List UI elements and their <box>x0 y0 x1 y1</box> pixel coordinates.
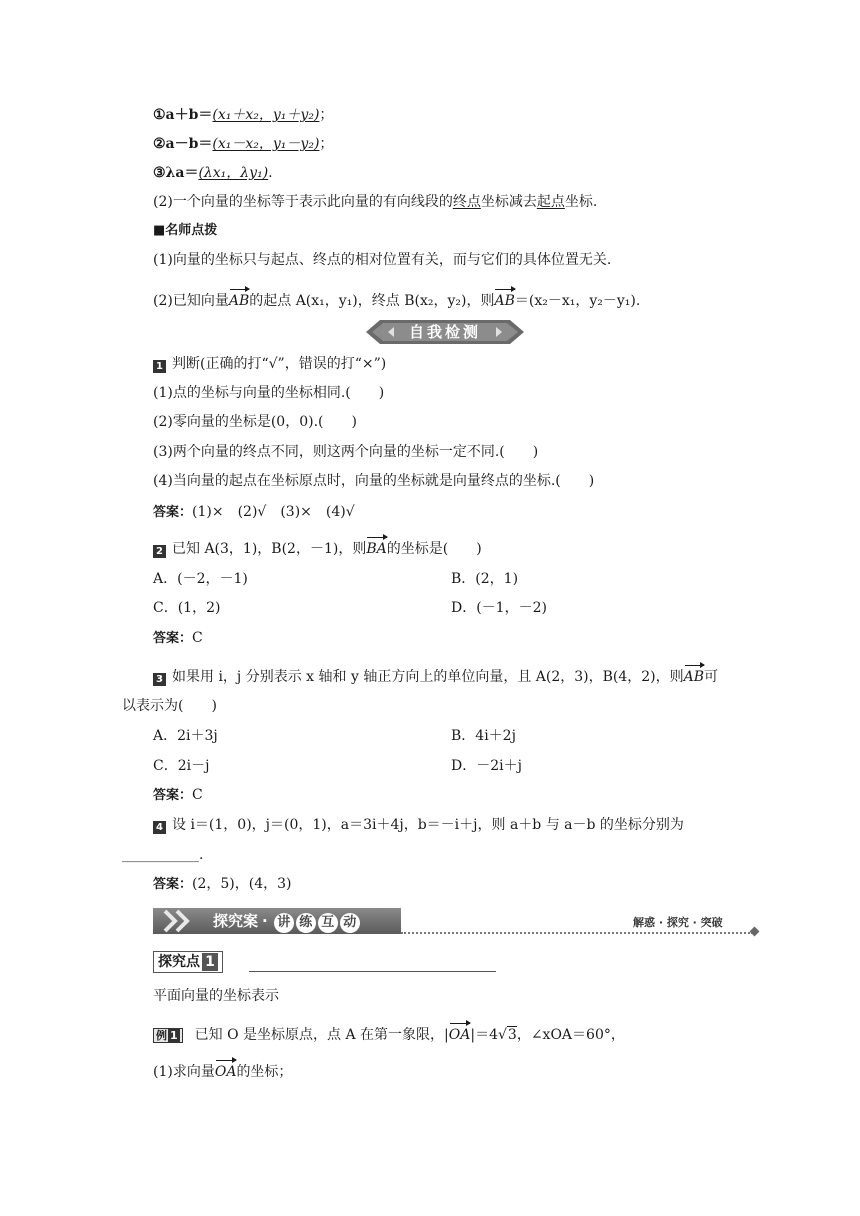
rule-2: (2)一个向量的坐标等于表示此向量的有向线段的终点坐标减去起点坐标. <box>153 194 598 210</box>
sqrt-symbol: √ <box>497 1027 507 1043</box>
banner-title: 自我检测 <box>408 323 481 341</box>
q1-stem: 1 判断(正确的打“√”，错误的打“×”) <box>153 354 386 374</box>
tips-line-2: (2)已知向量AB的起点 A(x₁，y₁)，终点 B(x₂，y₂)，则AB＝(x₂－x₁，y₂－y₁). <box>153 293 641 309</box>
op-add: ①a＋b＝(x₁＋x₂，y₁＋y₂)； <box>153 107 334 123</box>
q3-answer: 答案：C <box>153 787 203 803</box>
example-tag: 例 1 <box>153 1028 183 1043</box>
q3-stem: 3 如果用 i，j 分别表示 x 轴和 y 轴正方向上的单位向量，且 A(2，3)，B(4，2)，则AB可 <box>153 667 718 687</box>
q2-option-c: C．(1，2) <box>153 600 221 616</box>
q3-option-d: D．－2i＋j <box>451 758 522 774</box>
q4-number-badge: 4 <box>153 821 166 834</box>
q3-option-b: B．4i＋2j <box>451 728 516 744</box>
vector-oa: OA <box>448 1027 471 1043</box>
point-header <box>153 951 496 973</box>
vector-ba: BA <box>366 541 387 557</box>
q1-answer: 答案：(1)× (2)√ (3)× (4)√ <box>153 504 355 520</box>
tips-line-1: (1)向量的坐标只与起点、终点的相对位置有关，而与它们的具体位置无关. <box>153 252 612 268</box>
diamond-icon <box>750 927 760 937</box>
vector-ab: AB <box>683 669 705 685</box>
q3-option-a: A．2i＋3j <box>153 728 218 744</box>
tips-title: ■名师点拨 <box>153 223 218 238</box>
q3-option-c: C．2i－j <box>153 758 210 774</box>
q3-number-badge: 3 <box>153 673 166 686</box>
q1-item: (4)当向量的起点在坐标原点时，向量的坐标就是向量终点的坐标.( ) <box>153 473 595 489</box>
vector-oa: OA <box>214 1064 237 1080</box>
point-topic: 平面向量的坐标表示 <box>153 988 279 1004</box>
q2-stem: 2 已知 A(3，1)，B(2，－1)，则BA的坐标是( ) <box>153 539 482 559</box>
q2-answer: 答案：C <box>153 630 203 646</box>
op-mul: ③λa＝(λx₁，λy₁). <box>153 165 273 181</box>
example-1: 例 1 已知 O 是坐标原点，点 A 在第一象限，|OA|＝4√3，∠xOA＝60°， <box>153 1025 625 1045</box>
point-underline <box>249 971 496 972</box>
q4-answer: 答案：(2，5)，(4，3) <box>153 876 292 892</box>
q1-number-badge: 1 <box>153 360 166 373</box>
q1-item: (3)两个向量的终点不同，则这两个向量的坐标一定不同.( ) <box>153 444 539 460</box>
q3-stem-cont: 以表示为( ) <box>122 698 217 714</box>
double-chevron-icon <box>161 909 201 933</box>
q4-blank: ___________. <box>122 847 204 863</box>
vector-ab: AB <box>494 293 515 309</box>
q1-item: (2)零向量的坐标是(0，0).( ) <box>153 414 357 430</box>
section-title: 探究案 · 讲 练 互 动 <box>213 909 360 933</box>
q2-option-d: D．(－1，－2) <box>451 600 547 616</box>
example-1-question-1: (1)求向量OA的坐标； <box>153 1064 293 1080</box>
section-dotted-line <box>401 932 753 934</box>
sqrt-radicand: 3 <box>507 1027 517 1043</box>
op-sub: ②a－b＝(x₁－x₂，y₁－y₂)； <box>153 136 334 152</box>
point-label-box: 探究点 1 <box>153 951 223 973</box>
section-header <box>153 906 762 938</box>
section-subtitle: 解惑 · 探究 · 突破 <box>633 916 723 929</box>
q1-item: (1)点的坐标与向量的坐标相同.( ) <box>153 385 385 401</box>
q2-number-badge: 2 <box>153 545 166 558</box>
self-check-banner <box>366 318 524 346</box>
q2-option-a: A．(－2，－1) <box>153 571 248 587</box>
vector-ab: AB <box>228 293 250 309</box>
q2-option-b: B．(2，1) <box>451 571 519 587</box>
q4-stem: 4 设 i＝(1，0)，j＝(0，1)，a＝3i＋4j，b＝－i＋j，则 a＋b 与 a－b 的坐标分别为 <box>153 815 684 835</box>
